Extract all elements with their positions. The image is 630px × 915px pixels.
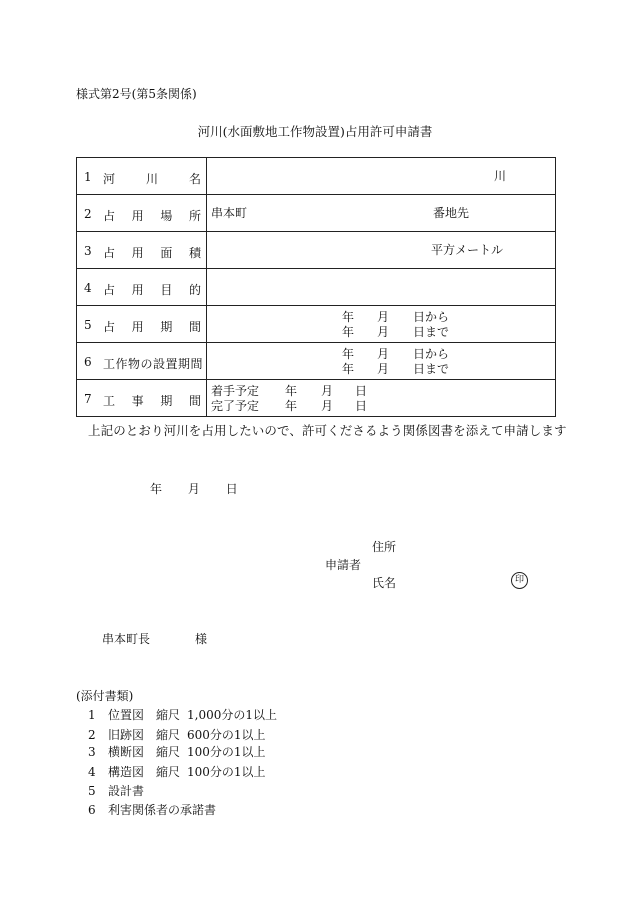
label-char: 用 <box>131 246 144 260</box>
item-number: 3 <box>88 745 96 759</box>
day-from-label: 日から <box>413 310 450 324</box>
label-char: 用 <box>131 320 144 334</box>
occupancy-location-field[interactable] <box>207 195 556 232</box>
row-number: 2 <box>84 207 92 221</box>
row-label-cell <box>77 380 207 417</box>
row-number: 5 <box>84 318 92 332</box>
address-label: 住所 <box>372 540 397 554</box>
end-planned-label: 完了予定 <box>211 399 260 413</box>
list-item <box>88 746 266 758</box>
label-char: 名 <box>188 172 201 186</box>
item-number: 5 <box>88 784 96 798</box>
month-label: 月 <box>187 482 200 496</box>
occupancy-area-field[interactable] <box>207 232 556 269</box>
label-char: 的 <box>188 283 201 297</box>
applicant-label: 申請者 <box>325 558 362 572</box>
occupancy-purpose-field[interactable] <box>207 269 556 306</box>
label-char: 事 <box>131 394 144 408</box>
label-char: 積 <box>188 246 201 260</box>
scale-label: 縮尺 <box>156 745 181 759</box>
recipient-honorific: 様 <box>195 632 208 646</box>
year-label: 年 <box>342 362 355 376</box>
construction-period-field[interactable] <box>207 380 556 417</box>
label-char: 期 <box>160 394 173 408</box>
occupancy-period-field[interactable] <box>207 306 556 343</box>
row-label: 工作物の設置期間 <box>103 357 204 371</box>
row-label-cell <box>77 158 207 195</box>
item-name: 構造図 <box>108 765 145 779</box>
scale-label: 縮尺 <box>156 728 181 742</box>
river-suffix: 川 <box>494 169 507 183</box>
list-item <box>88 729 266 741</box>
label-char: 期 <box>160 320 173 334</box>
item-name: 旧跡図 <box>108 728 145 742</box>
item-name: 位置図 <box>108 708 145 722</box>
start-planned-label: 着手予定 <box>211 384 260 398</box>
label-char: 所 <box>188 209 201 223</box>
table-row <box>77 269 556 306</box>
table-row <box>77 195 556 232</box>
label-char: 用 <box>131 209 144 223</box>
scale-value: 1,000分の1以上 <box>187 708 277 722</box>
label-char: 工 <box>103 394 116 408</box>
year-label: 年 <box>342 325 355 339</box>
day-until-label: 日まで <box>413 325 450 339</box>
scale-label: 縮尺 <box>156 708 181 722</box>
label-char: 占 <box>103 246 116 260</box>
list-item <box>88 766 266 778</box>
item-name: 横断図 <box>108 745 145 759</box>
recipient-name: 串本町長 <box>102 632 151 646</box>
list-item <box>88 804 216 816</box>
day-label: 日 <box>355 399 368 413</box>
application-statement: 上記のとおり河川を占用したいので、許可くださるよう関係図書を添えて申請します <box>88 423 567 438</box>
table-row <box>77 380 556 417</box>
day-label: 日 <box>355 384 368 398</box>
item-number: 4 <box>88 765 96 779</box>
row-label-cell <box>77 195 207 232</box>
installation-period-field[interactable] <box>207 343 556 380</box>
area-unit: 平方メートル <box>431 243 504 257</box>
month-label: 月 <box>377 325 390 339</box>
attachments-heading: (添付書類) <box>76 689 134 703</box>
lot-suffix: 番地先 <box>433 206 470 220</box>
label-char: 川 <box>145 172 158 186</box>
application-table <box>76 157 556 417</box>
day-from-label: 日から <box>413 347 450 361</box>
item-number: 1 <box>88 708 96 722</box>
row-number: 6 <box>84 355 92 369</box>
scale-value: 600分の1以上 <box>187 728 266 742</box>
year-label: 年 <box>342 347 355 361</box>
row-label-cell <box>77 232 207 269</box>
scale-value: 100分の1以上 <box>187 765 266 779</box>
item-name: 利害関係者の承諾書 <box>108 803 217 817</box>
application-date[interactable] <box>150 483 238 495</box>
month-label: 月 <box>377 347 390 361</box>
label-char: 河 <box>103 172 116 186</box>
label-char: 目 <box>160 283 173 297</box>
page-title: 河川(水面敷地工作物設置)占用許可申請書 <box>197 124 433 139</box>
day-until-label: 日まで <box>413 362 450 376</box>
form-number: 様式第2号(第5条関係) <box>76 87 197 101</box>
scale-value: 100分の1以上 <box>187 745 266 759</box>
label-char: 間 <box>188 320 201 334</box>
table-row <box>77 158 556 195</box>
label-char: 面 <box>160 246 173 260</box>
year-label: 年 <box>342 310 355 324</box>
row-label-cell <box>77 306 207 343</box>
item-number: 2 <box>88 728 96 742</box>
label-char: 占 <box>103 320 116 334</box>
year-label: 年 <box>285 384 298 398</box>
month-label: 月 <box>377 310 390 324</box>
item-name: 設計書 <box>108 784 145 798</box>
item-number: 6 <box>88 803 96 817</box>
label-char: 間 <box>188 394 201 408</box>
row-label-cell <box>77 343 207 380</box>
month-label: 月 <box>321 384 334 398</box>
river-name-field[interactable] <box>207 158 556 195</box>
month-label: 月 <box>321 399 334 413</box>
day-label: 日 <box>225 482 238 496</box>
year-label: 年 <box>150 482 163 496</box>
scale-label: 縮尺 <box>156 765 181 779</box>
row-label-cell <box>77 269 207 306</box>
list-item <box>88 709 277 721</box>
table-row <box>77 343 556 380</box>
seal-icon: 印 <box>511 572 528 589</box>
name-label: 氏名 <box>372 576 397 590</box>
month-label: 月 <box>377 362 390 376</box>
label-char: 占 <box>103 209 116 223</box>
label-char: 用 <box>131 283 144 297</box>
town-name: 串本町 <box>211 206 248 220</box>
year-label: 年 <box>285 399 298 413</box>
label-char: 場 <box>160 209 173 223</box>
list-item <box>88 785 144 797</box>
label-char: 占 <box>103 283 116 297</box>
row-number: 4 <box>84 281 92 295</box>
table-row <box>77 232 556 269</box>
row-number: 7 <box>84 392 92 406</box>
row-number: 3 <box>84 244 92 258</box>
table-row <box>77 306 556 343</box>
row-number: 1 <box>84 170 92 184</box>
